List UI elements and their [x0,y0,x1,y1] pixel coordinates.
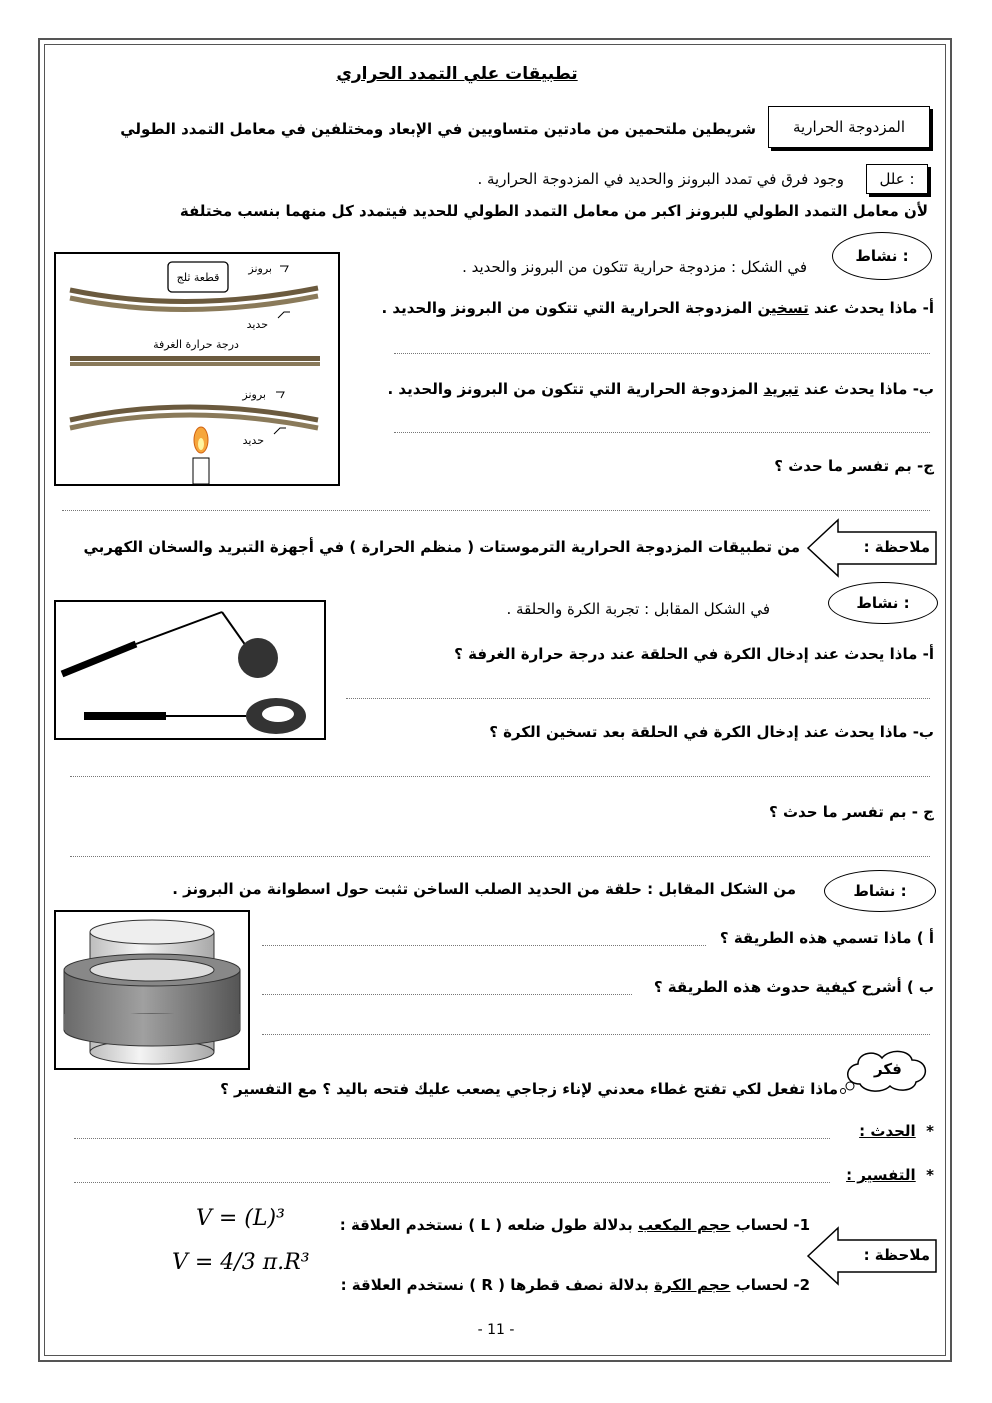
note2-item1-post: بدلالة طول ضلعه ( L ) نستخدم العلاقة : [339,1216,638,1234]
answer-line[interactable] [74,1138,830,1139]
answer-line[interactable] [262,945,706,946]
note2-item2-key: حجم الكرة [654,1276,731,1294]
page-title: تطبيقات علي التمدد الحراري [336,64,578,84]
reason-question: وجود فرق في تمدد البرونز والحديد في المزدوجة الحرارية . [477,170,844,188]
cylinder-ring-figure-svg [56,912,248,1068]
reason-label [866,164,928,194]
activity1-question-c: ج- بم تفسر ما حدث ؟ [774,457,934,475]
answer-line[interactable] [394,432,930,433]
activity1-bubble [832,232,932,280]
answer-line[interactable] [394,353,930,354]
activity1-question-b [388,380,934,398]
ball-ring-figure [54,600,326,740]
thermocouple-label-text: المزدوجة الحرارية [792,118,906,136]
activity2-bubble [828,582,938,624]
activity2-bubble-text: نشاط : [856,594,910,612]
formula-sphere-text: V = 4/3 π.R³ [172,1250,310,1275]
think-explanation [846,1166,934,1184]
activity1-qb-pre: ب- ماذا يحدث عند [798,380,934,398]
activity3-intro: من الشكل المقابل : حلقة من الحديد الصلب الساخن تثبت حول اسطوانة من البرونز . [172,880,796,898]
answer-line[interactable] [62,510,930,511]
note1-arrow [806,518,942,578]
ice-label: قطعة ثلج [176,271,220,284]
activity3-bubble [824,870,936,912]
think-bubble-text: فكر [874,1060,902,1078]
answer-line[interactable] [74,1182,830,1183]
note2-item1-pre: 1- لحساب [730,1216,810,1234]
thermocouple-figure-svg [56,254,338,484]
iron-label-top: حديد [246,318,268,331]
think-explanation-star: * [915,1166,934,1184]
room-temp-label: درجة حرارة الغرفة [153,338,239,351]
think-event [859,1122,934,1140]
activity2-question-b: ب- ماذا يحدث عند إدخال الكرة في الحلقة بعد تسخين الكرة ؟ [489,723,934,741]
thermocouple-figure [54,252,340,486]
page-number: - 11 - [477,1322,515,1338]
think-event-label: الحدث : [859,1122,916,1140]
note2-label: ملاحظة : [863,1246,930,1264]
bronze-label-top: برونز [248,262,272,275]
answer-line[interactable] [70,856,930,857]
thermocouple-definition: شريطين ملتحمين من مادتين متساويين في الإبعاد ومختلفين في معامل التمدد الطولي [120,120,756,138]
think-question: ماذا تفعل لكي تفتح غطاء معدني لإناء زجاجي يصعب عليك فتحه باليد ؟ مع التفسير ؟ [220,1080,838,1098]
note2-item2 [341,1276,810,1294]
activity1-qa-post: المزدوجة الحرارية التي تتكون من البرونز والحديد . [381,299,758,317]
answer-line[interactable] [346,698,930,699]
think-explanation-label: التفسير : [846,1166,916,1184]
answer-line[interactable] [70,776,930,777]
note1-text: من تطبيقات المزدوجة الحرارية الترموستات ( منظم الحرارة ) في أجهزة التبريد والسخان الكهربي [83,538,800,556]
activity1-qa-key: تسخين [757,299,809,317]
formula-sphere [172,1250,310,1275]
activity3-question-b: ب ) أشرح كيفية حدوث هذه الطريقة ؟ [653,978,934,996]
note2-item1 [340,1216,810,1234]
reason-answer: لأن معامل التمدد الطولي للبرونز اكبر من معامل التمدد الطولي للحديد فيتمدد كل منهما بنسب مختلفة [179,202,928,220]
think-cloud [838,1046,934,1094]
iron-label-bottom: حديد [242,434,264,447]
activity2-question-a: أ- ماذا يحدث عند إدخال الكرة في الحلقة عند درجة حرارة الغرفة ؟ [454,645,934,663]
thermocouple-label [768,106,930,148]
activity1-intro: في الشكل : مزدوجة حرارية تتكون من البرونز والحديد . [462,258,807,276]
activity2-question-c: ج - بم تفسر ما حدث ؟ [769,803,934,821]
activity1-qb-post: المزدوجة الحرارية التي تتكون من البرونز والحديد . [387,380,764,398]
activity3-question-a: أ ) ماذا تسمي هذه الطريقة ؟ [719,929,934,947]
note2-item2-post: بدلالة نصف قطرها ( R ) نستخدم العلاقة : [340,1276,655,1294]
note2-arrow [806,1226,942,1286]
note2-item2-pre: 2- لحساب [730,1276,810,1294]
reason-label-text: علل : [879,170,915,188]
note2-item1-key: حجم المكعب [637,1216,731,1234]
activity3-bubble-text: نشاط : [853,882,907,900]
ball-ring-figure-svg [56,602,324,738]
formula-cube [196,1206,285,1231]
answer-line[interactable] [262,994,632,995]
activity1-question-a [382,299,934,317]
activity1-qb-key: تبريد [763,380,799,398]
activity1-qa-pre: أ- ماذا يحدث عند [808,299,934,317]
note1-label: ملاحظة : [863,538,930,556]
think-event-star: * [915,1122,934,1140]
activity1-bubble-text: نشاط : [855,247,909,265]
answer-line[interactable] [262,1034,930,1035]
cylinder-ring-figure [54,910,250,1070]
bronze-label-bottom: برونز [242,388,266,401]
formula-cube-text: V = (L)³ [196,1206,285,1231]
activity2-intro: في الشكل المقابل : تجربة الكرة والحلقة . [506,600,770,618]
